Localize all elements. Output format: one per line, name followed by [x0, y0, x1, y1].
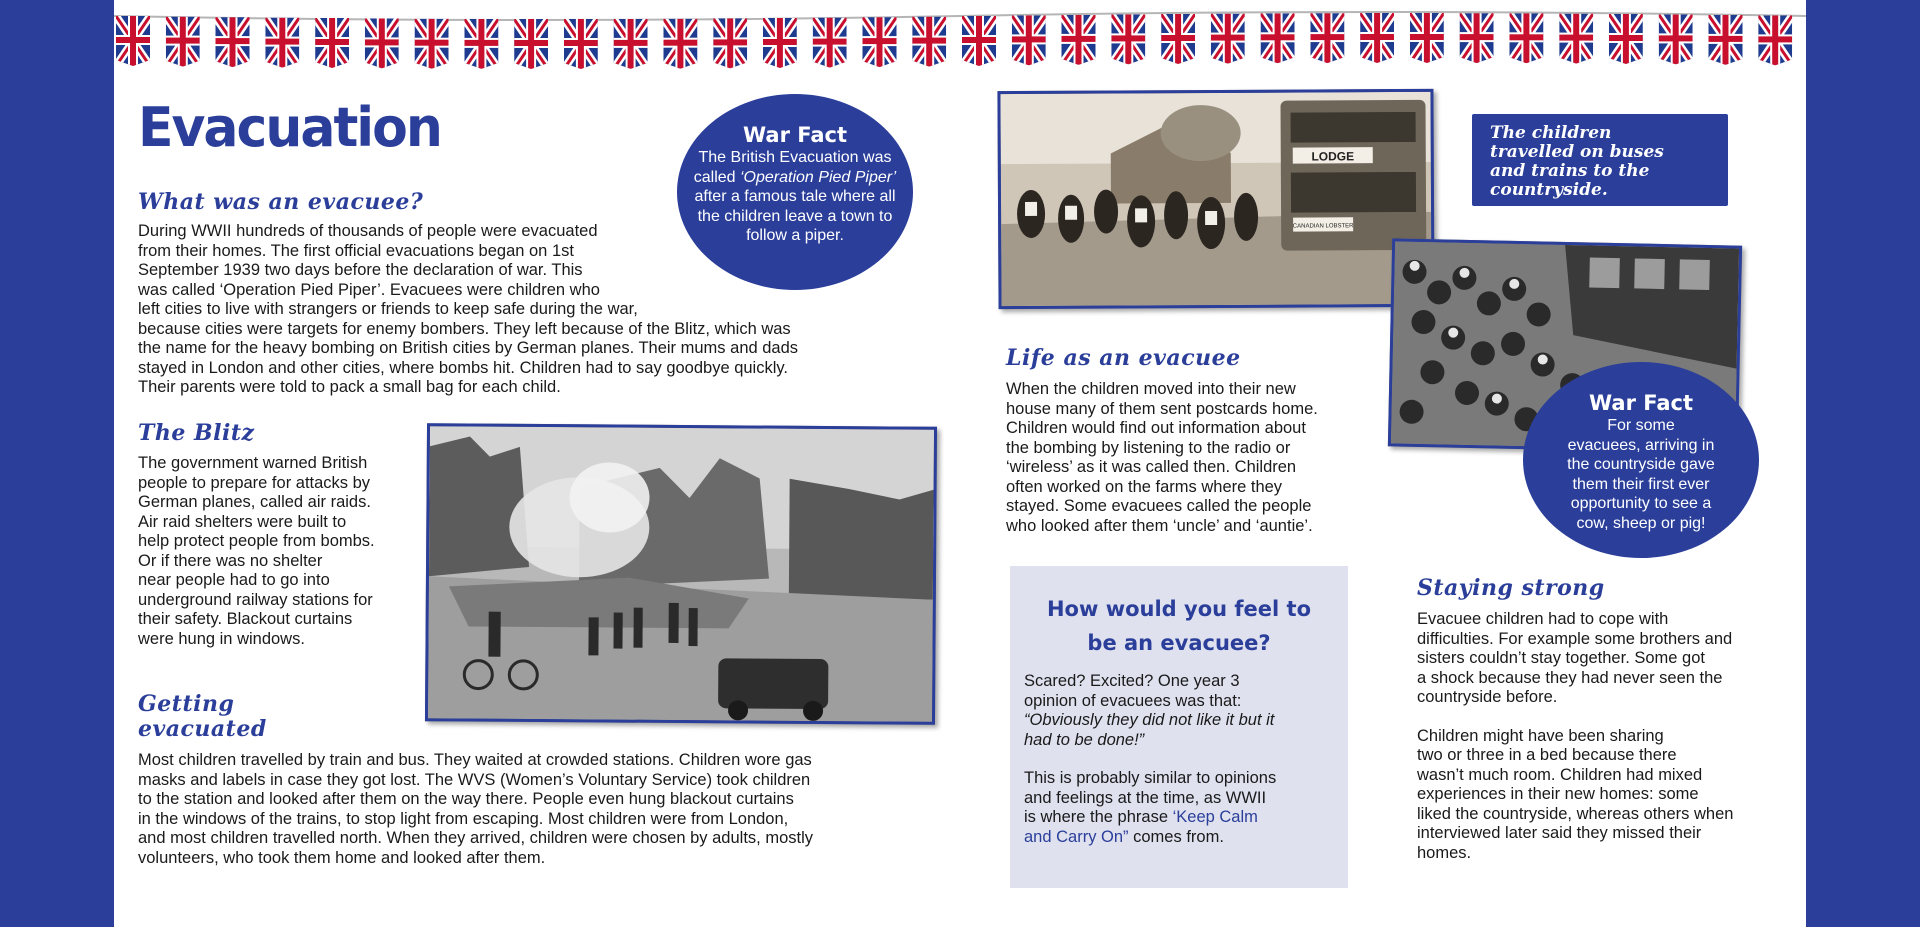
- union-jack-flag-icon: [415, 19, 449, 69]
- union-jack-flag-icon: [1310, 13, 1344, 63]
- union-jack-flag-icon: [863, 17, 897, 67]
- getting-evacuated-text: Most children travelled by train and bus. They waited at crowded stations. Children wore gas masks and labels in case they got lost. The WVS (Women’s Voluntary Service) took children to the station and looked after them on the way there. People even hung blackout curtains in the windows of the trains, to stop light from escaping. Most children were from London, and most children travelled north. When they arrived, children were chosen by adults, mostly volunteers, who took them home and looked after them.: [138, 751, 813, 867]
- union-jack-flag-icon: [116, 16, 150, 66]
- union-jack-flag-icon: [1211, 14, 1245, 64]
- life-as-evacuee-text: When the children moved into their new house many of them sent postcards home. Children would find out information about the bombing by listening to the radio or ‘wireless’ as it was called then. Children often worked on the farms where they stayed. Some evacuees called the people who looked after them ‘uncle’ and ‘auntie’.: [1006, 380, 1318, 535]
- union-jack-flag-icon: [1609, 14, 1643, 64]
- union-jack-flag-icon: [1360, 13, 1394, 63]
- question-text: Scared? Excited? One year 3 opinion of evacuees was that: “Obviously they did not like it but it had to be done!” This is probably similar to opinions and feelings at the time, as WWII is where the phrase ‘Keep Calm and Carry On” comes from.: [1024, 672, 1277, 846]
- union-jack-flag-icon: [1410, 13, 1444, 63]
- bus-evacuation-photo: [997, 89, 1434, 309]
- union-jack-flag-icon: [1161, 14, 1195, 64]
- union-jack-flag-icon: [564, 19, 598, 69]
- what-was-evacuee-heading: What was an evacuee?: [138, 189, 424, 215]
- union-jack-flag-icon: [614, 19, 648, 69]
- union-jack-flag-icon: [315, 18, 349, 68]
- bunting-banner: [114, 0, 1806, 80]
- question-box: [1010, 566, 1348, 888]
- union-jack-flag-icon: [265, 18, 299, 68]
- union-jack-flag-icon: [1012, 15, 1046, 65]
- blitz-street-photo: [425, 423, 937, 725]
- union-jack-flag-icon: [1709, 15, 1743, 65]
- staying-strong-heading: Staying strong: [1417, 575, 1605, 601]
- union-jack-flag-icon: [1261, 13, 1295, 63]
- union-jack-flag-icon: [1111, 14, 1145, 64]
- union-jack-flag-icon: [1509, 13, 1543, 63]
- what-was-evacuee-text: During WWII hundreds of thousands of people were evacuated from their homes. The first official evacuations began on 1st September 1939 two days before the declaration of war. This was called ‘Operation Pied Piper’. Evacuees were children who left cities to live with strangers or friends to keep safe during the war, because cities were targets for enemy bombers. They left because of the Blitz, which was the name for the heavy bombing on British cities by German planes. Their mums and dads stayed in London and other cities, where bombs hit. Children had to say goodbye quickly. Their parents were told to pack a small bag for each child.: [138, 222, 799, 396]
- bus-sign-front: LODGE: [1311, 149, 1355, 164]
- war-fact-title: War Fact: [742, 123, 848, 147]
- question-title: How would you feel to be an evacuee?: [1046, 597, 1311, 655]
- union-jack-flag-icon: [813, 18, 847, 68]
- union-jack-flag-icon: [912, 17, 946, 67]
- union-jack-flag-icon: [166, 17, 200, 67]
- union-jack-flag-icon: [464, 19, 498, 69]
- union-jack-flag-icon: [365, 18, 399, 68]
- union-jack-flag-icon: [962, 16, 996, 66]
- war-fact-bubble-2: [1523, 362, 1759, 558]
- union-jack-flag-icon: [216, 17, 250, 67]
- war-fact-2-title: War Fact: [1588, 391, 1694, 415]
- war-fact-text: The British Evacuation was called ‘Operation Pied Piper’ after a famous tale where all the children leave a town to follow a piper.: [693, 149, 897, 244]
- war-fact-2-text: For some evacuees, arriving in the countryside gave them their first ever opportunity to see a cow, sheep or pig!: [1567, 417, 1715, 532]
- union-jack-flag-icon: [1062, 15, 1096, 65]
- union-jack-flag-icon: [514, 19, 548, 69]
- union-jack-flag-icon: [1758, 15, 1792, 65]
- page-title: Evacuation: [138, 96, 441, 160]
- life-as-evacuee-heading: Life as an evacuee: [1006, 345, 1241, 371]
- blitz-heading: The Blitz: [138, 420, 255, 446]
- travel-caption-box: The children travelled on buses and trains to the countryside.: [1472, 114, 1728, 206]
- union-jack-flag-icon: [713, 18, 747, 68]
- union-jack-flag-icon: [1559, 14, 1593, 64]
- union-jack-flag-icon: [1460, 13, 1494, 63]
- union-jack-flag-icon: [663, 19, 697, 69]
- blitz-text: The government warned British people to prepare for attacks by German planes, called air raids. Air raid shelters were built to help protect people from bombs. Or if there was no shelter near people had to go into underground railway stations for their safety. Blackout curtains were hung in windows.: [138, 454, 375, 648]
- union-jack-flag-icon: [763, 18, 797, 68]
- staying-strong-text: Evacuee children had to cope with difficulties. For example some brothers and sisters couldn’t stay together. Some got a shock because they had never seen the countryside before. Children might have been sharing two or three in a bed because there wasn’t much room. Children had mixed experiences in their new homes: some liked the countryside, whereas others when interviewed later said they missed their homes.: [1417, 610, 1734, 862]
- union-jack-flag-icon: [1659, 14, 1693, 64]
- getting-evacuated-heading: Getting evacuated: [138, 691, 267, 742]
- booklet-page: [114, 0, 1806, 927]
- bus-sign-side: CANADIAN LOBSTER: [1292, 223, 1354, 230]
